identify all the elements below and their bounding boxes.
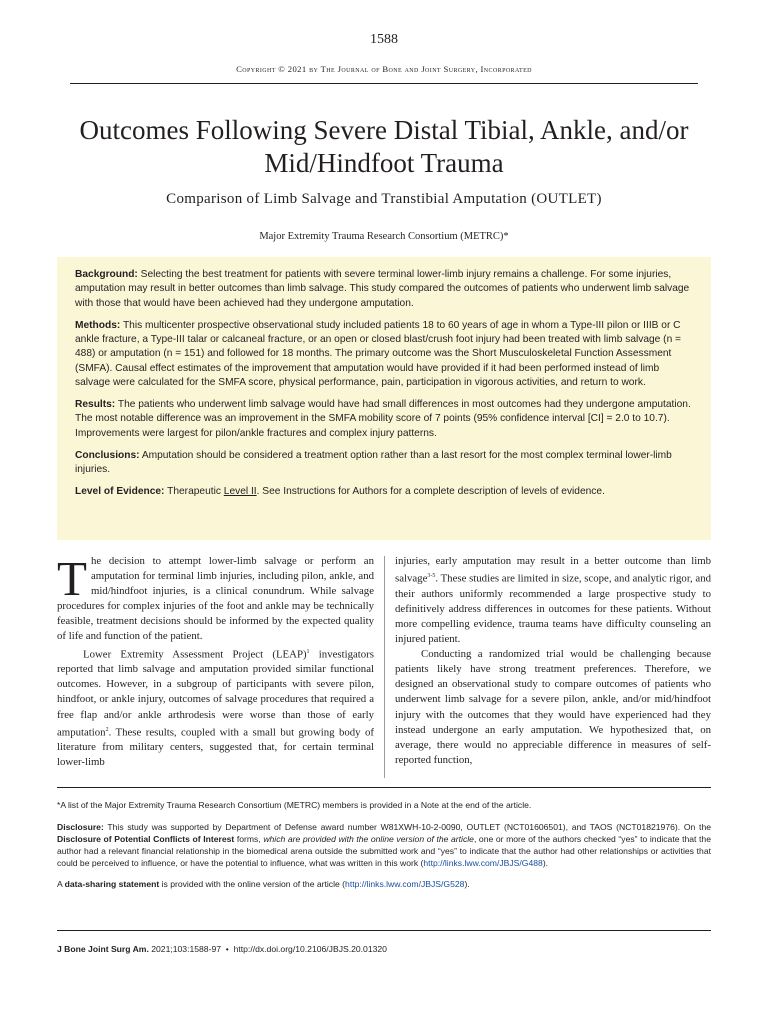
disclosure-text: forms, (234, 833, 264, 844)
author-line: Major Extremity Trauma Research Consortium (METRC)* (259, 231, 509, 242)
body-paragraph (395, 554, 711, 647)
body-column-left (57, 551, 374, 771)
abstract-background (75, 268, 695, 311)
disclosure-note (57, 821, 711, 869)
background-text: Selecting the best treatment for patients with severe terminal lower-limb injury remains a challenge. For some injuries, amputation may result in better outcomes than limb salvage. This study compared the outcomes of patients who underwent limb salvage with those that would have been achieved had they undergone amputation. (75, 269, 690, 309)
doi-link[interactable]: http://dx.doi.org/10.2106/JBJS.20.01320 (233, 944, 387, 954)
page-number: 1588 (370, 32, 398, 47)
disclosure-label: Disclosure: (57, 821, 104, 832)
data-sharing-text: A (57, 879, 65, 890)
abstract-results (75, 398, 695, 441)
header-rule (70, 83, 698, 84)
disclosure-text: , one or more of the authors checked “yes” to indicate that the author had a relevant financial relationship in the biomedical arena outside the submitted work and “yes” to indicate that the author had other relationships or activities that could be perceived to influence, or have the potential to influence, what was written in this work ( (57, 833, 711, 868)
abstract-box (57, 257, 711, 540)
body-paragraph (57, 645, 374, 771)
consortium-note: *A list of the Major Extremity Trauma Research Consortium (METRC) members is provided in a Note at the end of the article. (57, 800, 532, 810)
body-paragraph (57, 551, 374, 645)
footnote-rule (57, 787, 711, 788)
footer-bullet: • (225, 944, 229, 954)
abstract-level-of-evidence (75, 485, 695, 499)
disclosure-italic-text: which are provided with the online version of the article (263, 833, 474, 844)
paragraph-text: he decision to attempt lower-limb salvage or perform an amputation for terminal limb injuries, including pilon, ankle, and mid/hindfoot injuries, is a clinical conundrum. While salvage procedures for complex injuries of the foot and ankle may be technically feasible, treatment decisions should be informed by the expected quality of life and function of the patient. (57, 555, 374, 643)
reference-marker[interactable]: 2 (105, 726, 109, 733)
conclusions-label: Conclusions: (75, 449, 140, 461)
article-title: Outcomes Following Severe Distal Tibial, Ankle, and/or Mid/Hindfoot Trauma (79, 115, 689, 178)
footnotes (57, 799, 711, 900)
methods-label: Methods: (75, 319, 121, 331)
conclusions-text: Amputation should be considered a treatment option rather than a last resort for the most complex terminal lower-limb injuries. (75, 449, 672, 476)
paragraph-text: . These studies are limited in size, scope, and analytic rigor, and their authors uniformly recommended a large prospective study to definitively address differences in outcomes for these patients. Without more compelling evidence, trauma teams have difficulty counseling an injured patient. (395, 572, 711, 646)
data-sharing-link[interactable]: http://links.lww.com/JBJS/G528 (345, 879, 465, 890)
data-sharing-text: is provided with the online version of the article ( (159, 879, 346, 890)
copyright-line: Copyright © 2021 by The Journal of Bone and Joint Surgery, Incorporated (236, 64, 532, 74)
methods-text: This multicenter prospective observational study included patients 18 to 60 years of age in whom a Type-III pilon or IIIB or C ankle fracture, a Type-III talar or calcaneal fracture, or an open or closed blast/crush foot injury had been treated with limb salvage (n = 488) or amputation (n = 151) and followed for 18 months. The primary outcome was the Short Musculoskeletal Function Assessment (SMFA). Causal effect estimates of the improvement that amputation would have provided if it had been performed instead of limb salvage were calculated for the SMFA score, physical performance, pain, participation in vigorous activities, and return to work. (75, 319, 682, 389)
disclosure-link[interactable]: http://links.lww.com/JBJS/G488 (423, 857, 543, 868)
paragraph-text: investigators reported that limb salvage and amputation provided similar functional outcomes. However, in a subgroup of participants with severe pilon, hindfoot, or ankle injury, outcomes of salvage procedures that required a free flap and/or ankle arthrodesis were worse than those of early amputation (57, 648, 374, 739)
data-sharing-text: ). (464, 879, 470, 890)
body-column-right (395, 554, 711, 768)
paragraph-text: injuries, early amputation may result in a better outcome than limb salvage (395, 555, 711, 585)
disclosure-text: ). (542, 857, 549, 868)
loe-pre: Therapeutic (167, 485, 221, 497)
column-divider (384, 556, 385, 778)
background-label: Background: (75, 269, 138, 280)
footer-rule (57, 930, 711, 931)
drop-cap: T (57, 551, 87, 606)
paragraph-text: Lower Extremity Assessment Project (LEAP) (83, 648, 307, 661)
disclosure-text: This study was supported by Department of Defense award number W81XWH-10-2-0090, OUTLET (NCT01606501), and TAOS (NCT01821976). On the (103, 821, 711, 832)
data-sharing-label: data-sharing statement (64, 879, 160, 890)
loe-label: Level of Evidence: (75, 485, 165, 497)
body-paragraph: Conducting a randomized trial would be challenging because patients likely have strong treatment preferences. Therefore, we designed an observational study to compare outcomes of patients who underwent limb salvage for a severe pilon, ankle, and/or mid/hindfoot injury with the outcomes that they would have experienced had they instead undergone an early amputation. We hypothesized that, on average, there would no appreciable difference in measures of self-reported function, (395, 648, 711, 766)
level-link[interactable]: Level II (223, 485, 257, 497)
abstract-conclusions (75, 449, 695, 478)
article-subtitle: Comparison of Limb Salvage and Transtibial Amputation (OUTLET) (166, 191, 602, 207)
paragraph-text: . These results, coupled with a small but growing body of literature from military centers, suggested that, for certain terminal lower-limb (57, 726, 374, 769)
results-text: The patients who underwent limb salvage would have had small differences in most outcomes had they undergone amputation. The most notable difference was an improvement in the SMFA mobility score of 7 points (95% confidence interval [CI] = 2.0 to 10.7). Improvements were largest for pilon/ankle fractures and complex injury patterns. (75, 399, 691, 439)
journal-abbrev: J Bone Joint Surg Am. (57, 944, 149, 954)
citation: 2021;103:1588-97 (148, 944, 222, 954)
abstract-methods (75, 319, 695, 391)
disclosure-forms-label: Disclosure of Potential Conflicts of Interest (57, 833, 235, 844)
results-label: Results: (75, 399, 116, 411)
reference-marker[interactable]: 3-5 (427, 573, 436, 580)
data-sharing-note (57, 878, 711, 890)
page-footer (57, 944, 711, 954)
loe-post: . See Instructions for Authors for a complete description of levels of evidence. (256, 485, 605, 497)
reference-marker[interactable]: 1 (306, 648, 310, 655)
